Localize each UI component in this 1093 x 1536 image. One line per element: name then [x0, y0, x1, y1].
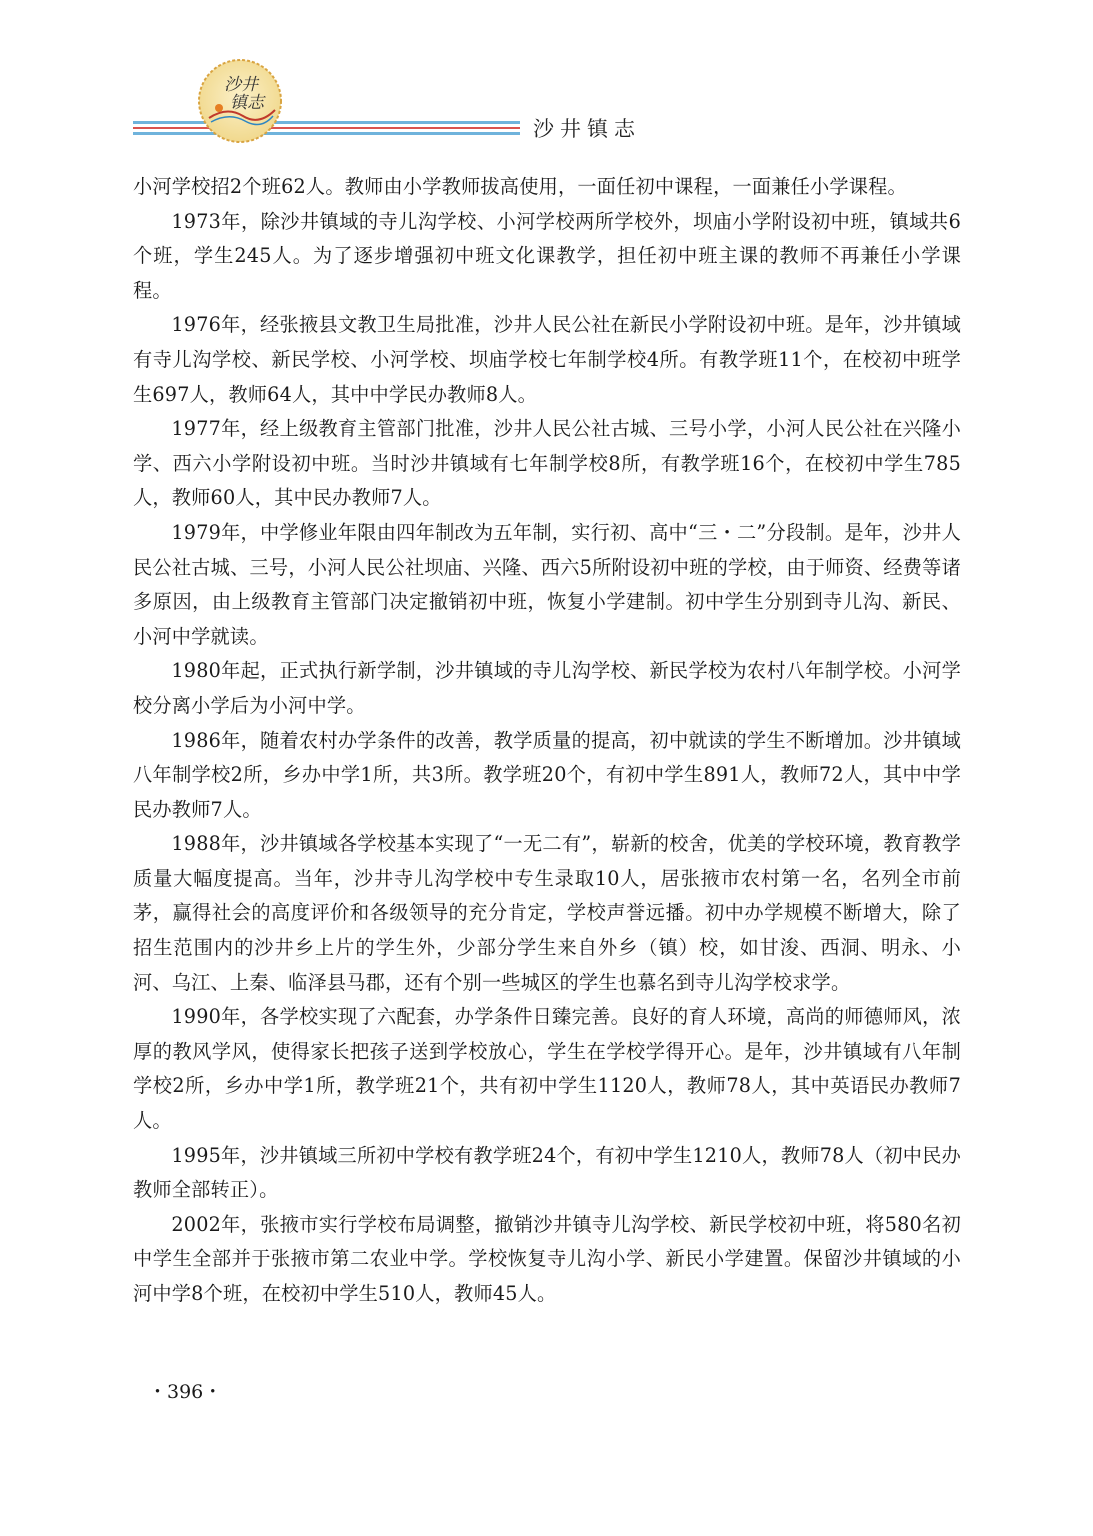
paragraph: 1976年，经张掖县文教卫生局批准，沙井人民公社在新民小学附设初中班。是年，沙井镇域有寺儿沟学校、新民学校、小河学校、坝庙学校七年制学校4所。有教学班11个，在校初中班学生697人，教师64人，其中中学民办教师8人。 — [133, 313, 961, 406]
paragraph: 1988年，沙井镇域各学校基本实现了“一无二有”，崭新的校舍，优美的学校环境，教育教学质量大幅度提高。当年，沙井寺儿沟学校中专生录取10人，居张掖市农村第一名，名列全市前茅，赢得社会的高度评价和各级领导的充分肯定，学校声誉远播。初中办学规模不断增大，除了招生范围内的沙井乡上片的学生外，少部分学生来自外乡（镇）校，如甘浚、西洞、明永、小河、乌江、上秦、临泽县马郡，还有个别一些城区的学生也慕名到寺儿沟学校求学。 — [133, 832, 961, 994]
paragraph: 1977年，经上级教育主管部门批准，沙井人民公社古城、三号小学，小河人民公社在兴隆小学、西六小学附设初中班。当时沙井镇域有七年制学校8所，有教学班16个，在校初中学生785人，教师60人，其中民办教师7人。 — [133, 417, 961, 510]
header-rule-blue-top — [133, 121, 520, 124]
body-text — [133, 170, 961, 1312]
paragraph: 小河学校招2个班62人。教师由小学教师拔高使用，一面任初中课程，一面兼任小学课程。 — [133, 175, 907, 198]
paragraph: 1973年，除沙井镇域的寺儿沟学校、小河学校两所学校外，坝庙小学附设初中班，镇域共6个班，学生245人。为了逐步增强初中班文化课教学，担任初中班主课的教师不再兼任小学课程。 — [133, 209, 961, 302]
svg-text:镇志: 镇志 — [230, 93, 264, 113]
paragraph: 1980年起，正式执行新学制，沙井镇域的寺儿沟学校、新民学校为农村八年制学校。小河学校分离小学后为小河中学。 — [133, 659, 961, 717]
paragraph: 1995年，沙井镇域三所初中学校有教学班24个，有初中学生1210人，教师78人（初中民办教师全部转正）。 — [133, 1143, 961, 1202]
header-rule-red — [133, 127, 520, 129]
svg-text:沙井: 沙井 — [224, 75, 258, 95]
paragraph: 2002年，张掖市实行学校布局调整，撤销沙井镇寺儿沟学校、新民学校初中班，将580名初中学生全部并于张掖市第二农业中学。学校恢复寺儿沟小学、新民小学建置。保留沙井镇域的小河中学8个班，在校初中学生510人，教师45人。 — [133, 1212, 961, 1305]
seal-logo — [197, 58, 283, 144]
paragraph: 1979年，中学修业年限由四年制改为五年制，实行初、高中“三・二”分段制。是年，沙井人民公社古城、三号，小河人民公社坝庙、兴隆、西六5所附设初中班的学校，由于师资、经费等诸多原因，由上级教育主管部门决定撤销初中班，恢复小学建制。初中学生分别到寺儿沟、新民、小河中学就读。 — [133, 520, 961, 648]
paragraph: 1986年，随着农村办学条件的改善，教学质量的提高，初中就读的学生不断增加。沙井镇域八年制学校2所，乡办中学1所，共3所。教学班20个，有初中学生891人，教师72人，其中中学民办教师7人。 — [133, 728, 961, 821]
header-rule-blue-bottom — [133, 132, 520, 135]
page-number: ・396・ — [148, 1381, 223, 1403]
paragraph: 1990年，各学校实现了六配套，办学条件日臻完善。良好的育人环境，高尚的师德师风，浓厚的教风学风，使得家长把孩子送到学校放心，学生在学校学得开心。是年，沙井镇域有八年制学校2所，乡办中学1所，教学班21个，共有初中学生1120人，教师78人，其中英语民办教师7人。 — [133, 1005, 961, 1133]
book-title: 沙井镇志 — [533, 117, 641, 141]
page-header — [0, 0, 1093, 150]
